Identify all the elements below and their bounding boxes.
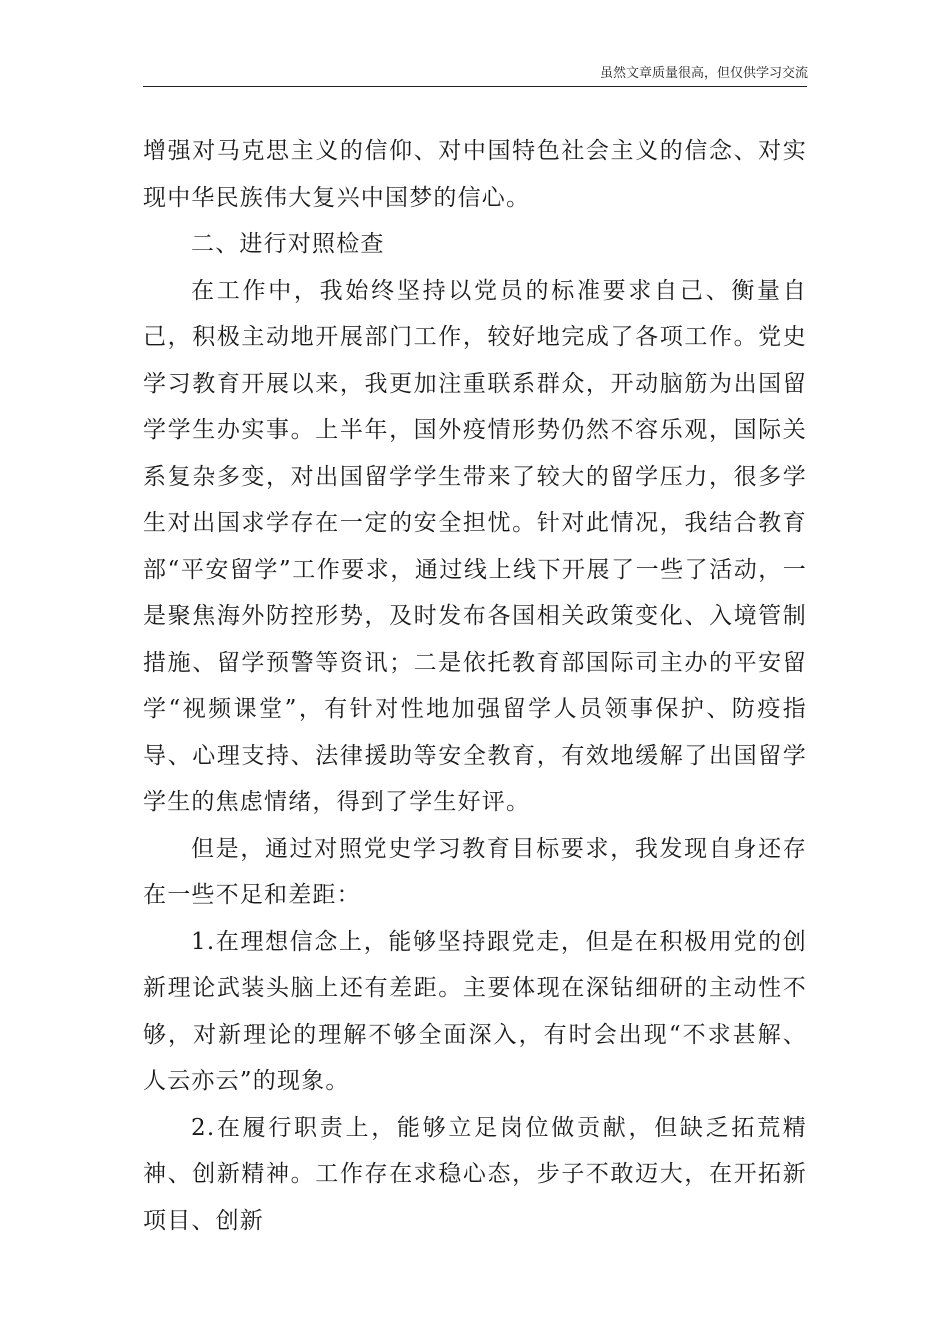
list-item-2: 2.在履行职责上，能够立足岗位做贡献，但缺乏拓荒精神、创新精神。工作存在求稳心态，步子不敢迈大，在开拓新项目、创新	[143, 1114, 807, 1234]
document-body	[143, 128, 807, 1244]
section-heading: 二、进行对照检查	[191, 231, 385, 257]
paragraph-shortcomings-intro: 但是，通过对照党史学习教育目标要求，我发现自身还存在一些不足和差距：	[143, 835, 807, 908]
list-item-1: 1.在理想信念上，能够坚持跟党走，但是在积极用党的创新理论武装头脑上还有差距。主要体现在深钻细研的主动性不够，对新理论的理解不够全面深入，有时会出现“不求甚解、人云亦云”的现象。	[143, 928, 807, 1094]
paragraph-continued: 增强对马克思主义的信仰、对中国特色社会主义的信念、对实现中华民族伟大复兴中国梦的信心。	[143, 138, 807, 211]
running-header: 虽然文章质量很高，但仅供学习交流	[599, 66, 808, 81]
header-divider	[143, 86, 807, 87]
paragraph-work-summary: 在工作中，我始终坚持以党员的标准要求自己、衡量自己，积极主动地开展部门工作，较好地完成了各项工作。党史学习教育开展以来，我更加注重联系群众，开动脑筋为出国留学学生办实事。上半年，国外疫情形势仍然不容乐观，国际关系复杂多变，对出国留学学生带来了较大的留学压力，很多学生对出国求学存在一定的安全担忧。针对此情况，我结合教育部“平安留学”工作要求，通过线上线下开展了一些了活动，一是聚焦海外防控形势，及时发布各国相关政策变化、入境管制措施、留学预警等资讯；二是依托教育部国际司主办的平安留学“视频课堂”，有针对性地加强留学人员领事保护、防疫指导、心理支持、法律援助等安全教育，有效地缓解了出国留学学生的焦虑情绪，得到了学生好评。	[143, 277, 807, 815]
